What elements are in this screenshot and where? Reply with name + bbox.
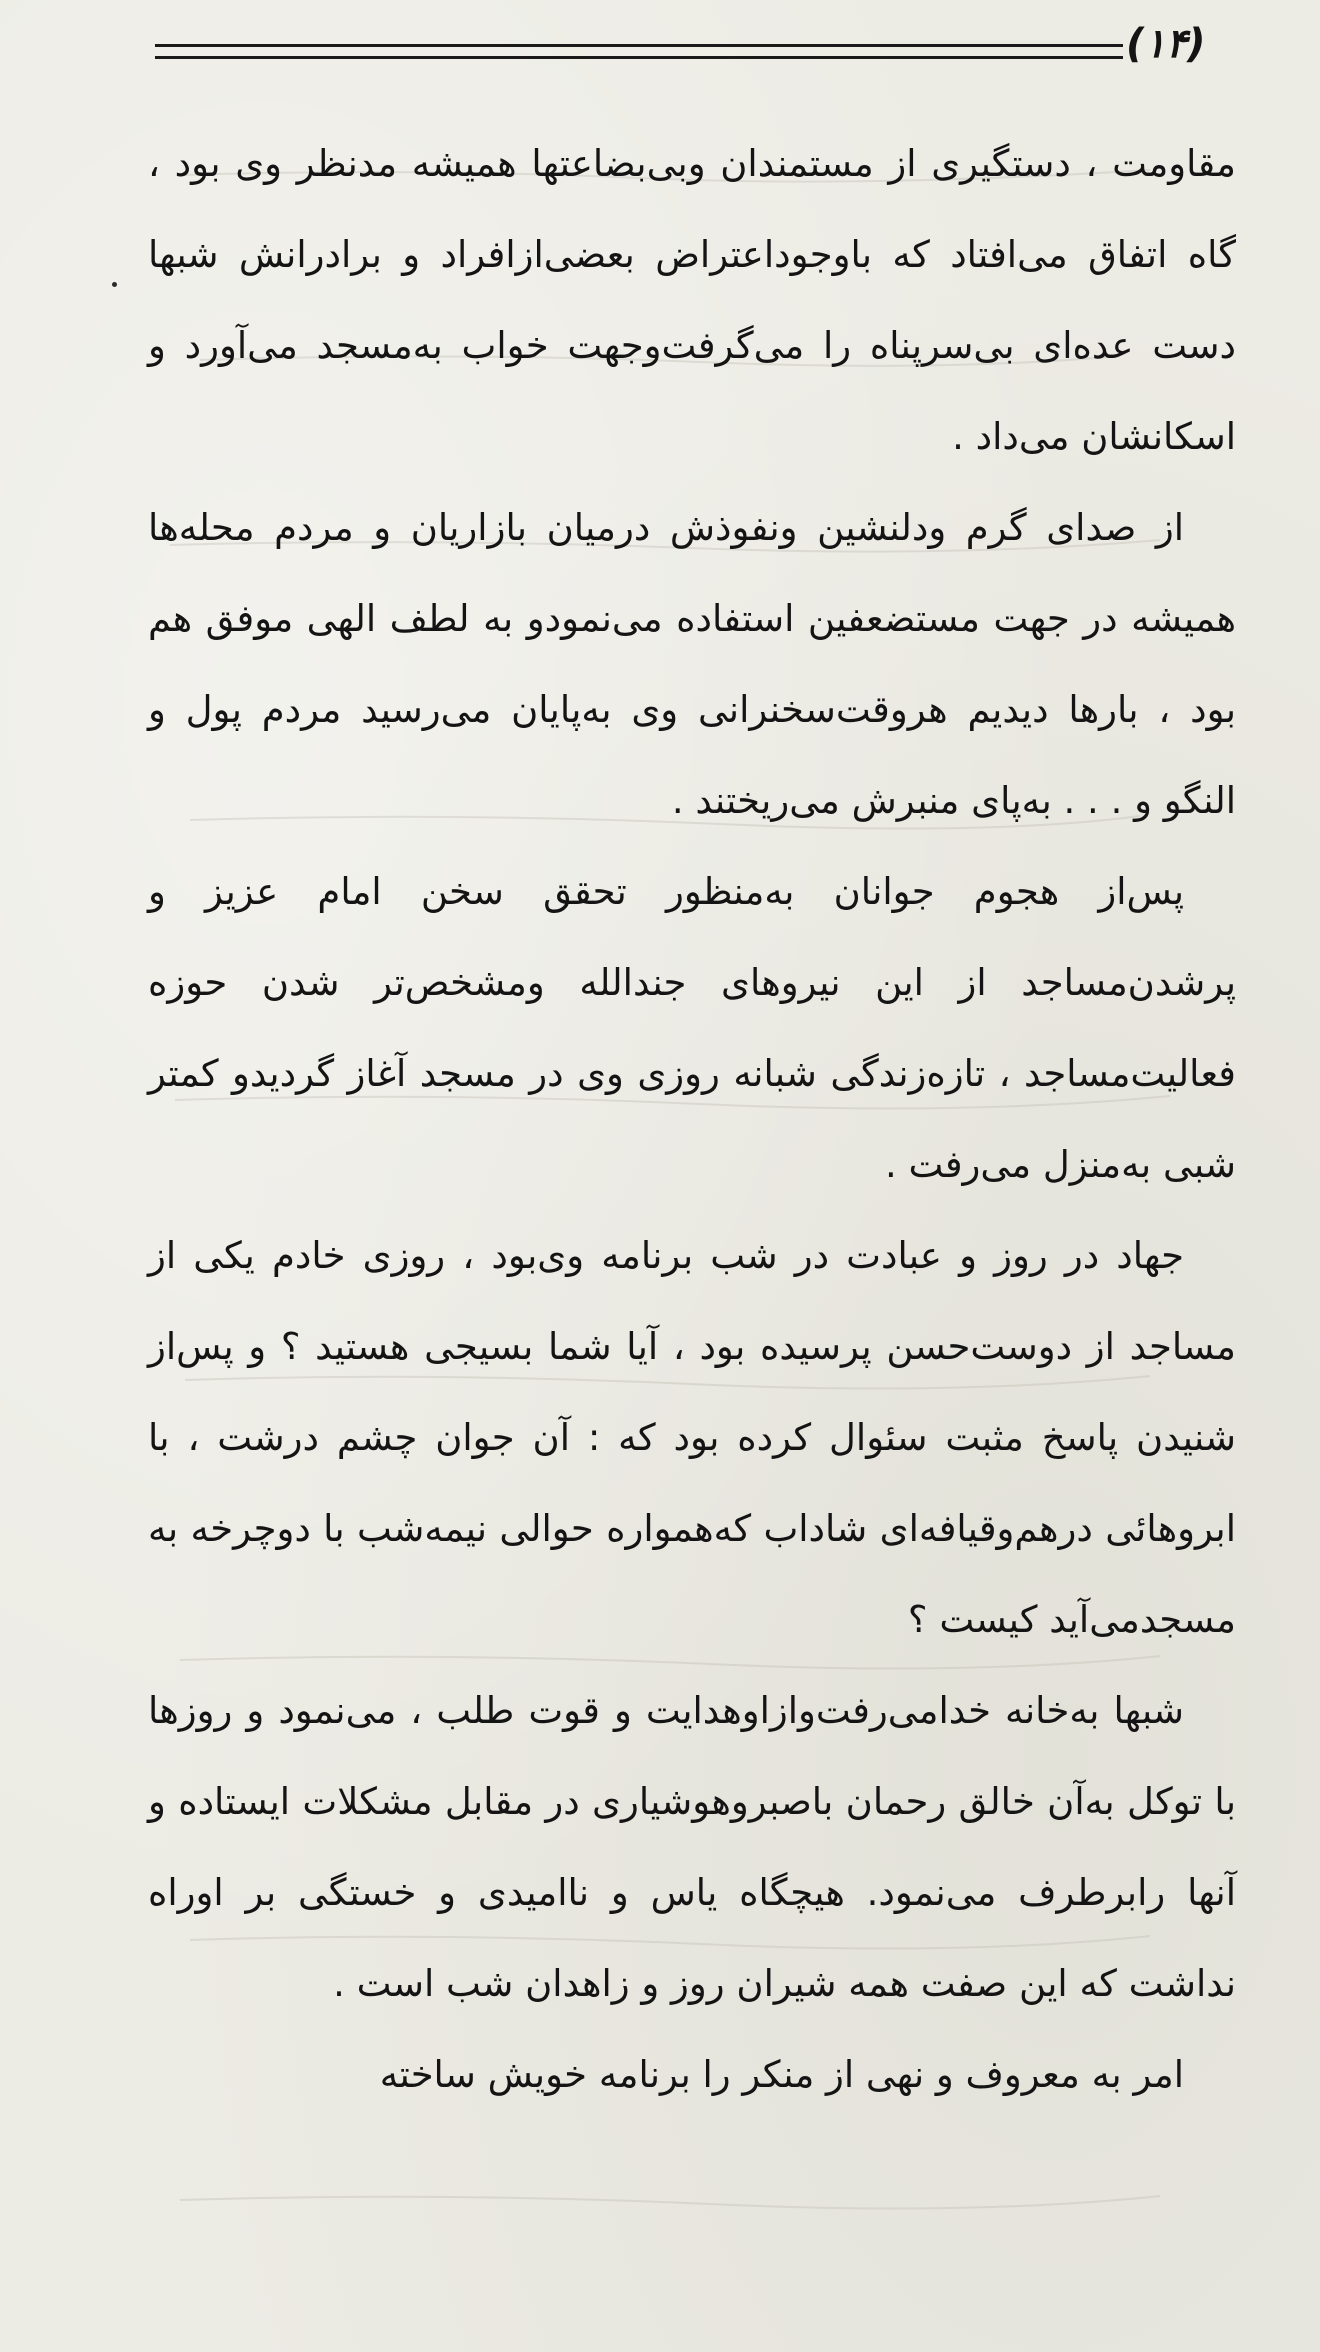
paragraph-1: مقاومت ، دستگیری از مستمندان وبی‌بضاعتها همیشه مدنظر وی بود ، گاه اتفاق می‌افتاد که باوجوداعتراض بعضی‌ازافراد و برادرانش شبها دست عده‌ای بی‌سرپناه را می‌گرفت‌وجهت خواب به‌مسجد می‌آورد و اسکانشان می‌داد . [148,142,1236,458]
paragraph-5: شبها به‌خانه خدامی‌رفت‌وازاوهدایت و قوت طلب ، می‌نمود و روزها با توکل به‌آن خالق رحمان باصبروهوشیاری در مقابل مشکلات ایستاده و آنها رابرطرف می‌نمود. هیچگاه یاس و ناامیدی و خستگی بر اوراه نداشت که این صفت همه شیران روز و زاهدان شب است . [148,1689,1236,2005]
header-rule-bottom [155,56,1123,59]
paragraph-4: جهاد در روز و عبادت در شب برنامه وی‌بود ، روزی خادم یکی از مساجد از دوست‌حسن پرسیده بود ، آیا شما بسیجی هستید ؟ و پس‌از شنیدن پاسخ مثبت سئوال کرده بود که : آن جوان چشم درشت ، با ابروهائی درهم‌وقیافه‌ای شاداب که‌همواره حوالی نیمه‌شب با دوچرخه به مسجدمی‌آید کیست ؟ [148,1234,1236,1641]
paragraph-6: امر به معروف و نهی از منکر را برنامه خویش ساخته [379,2053,1184,2096]
speck-mark [112,282,117,287]
page-number: (۱۴) [1126,21,1206,67]
body-text [148,118,1236,2120]
paragraph-3: پس‌از هجوم جوانان به‌منظور تحقق سخن امام عزیز و پرشدن‌مساجد از این نیروهای جندالله ومشخص‌تر شدن حوزه فعالیت‌مساجد ، تازه‌زندگی شبانه روزی وی در مسجد آغاز گردیدو کمتر شبی به‌منزل می‌رفت . [148,870,1236,1186]
paragraph-2: از صدای گرم ودلنشین ونفوذش درمیان بازاریان و مردم محله‌ها همیشه در جهت مستضعفین استفاده می‌نمودو به لطف الهی موفق هم بود ، بارها دیدیم هروقت‌سخنرانی وی به‌پایان می‌رسید مردم پول و النگو و . . . به‌پای منبرش می‌ریختند . [148,506,1236,822]
header-rule-top [155,44,1123,47]
